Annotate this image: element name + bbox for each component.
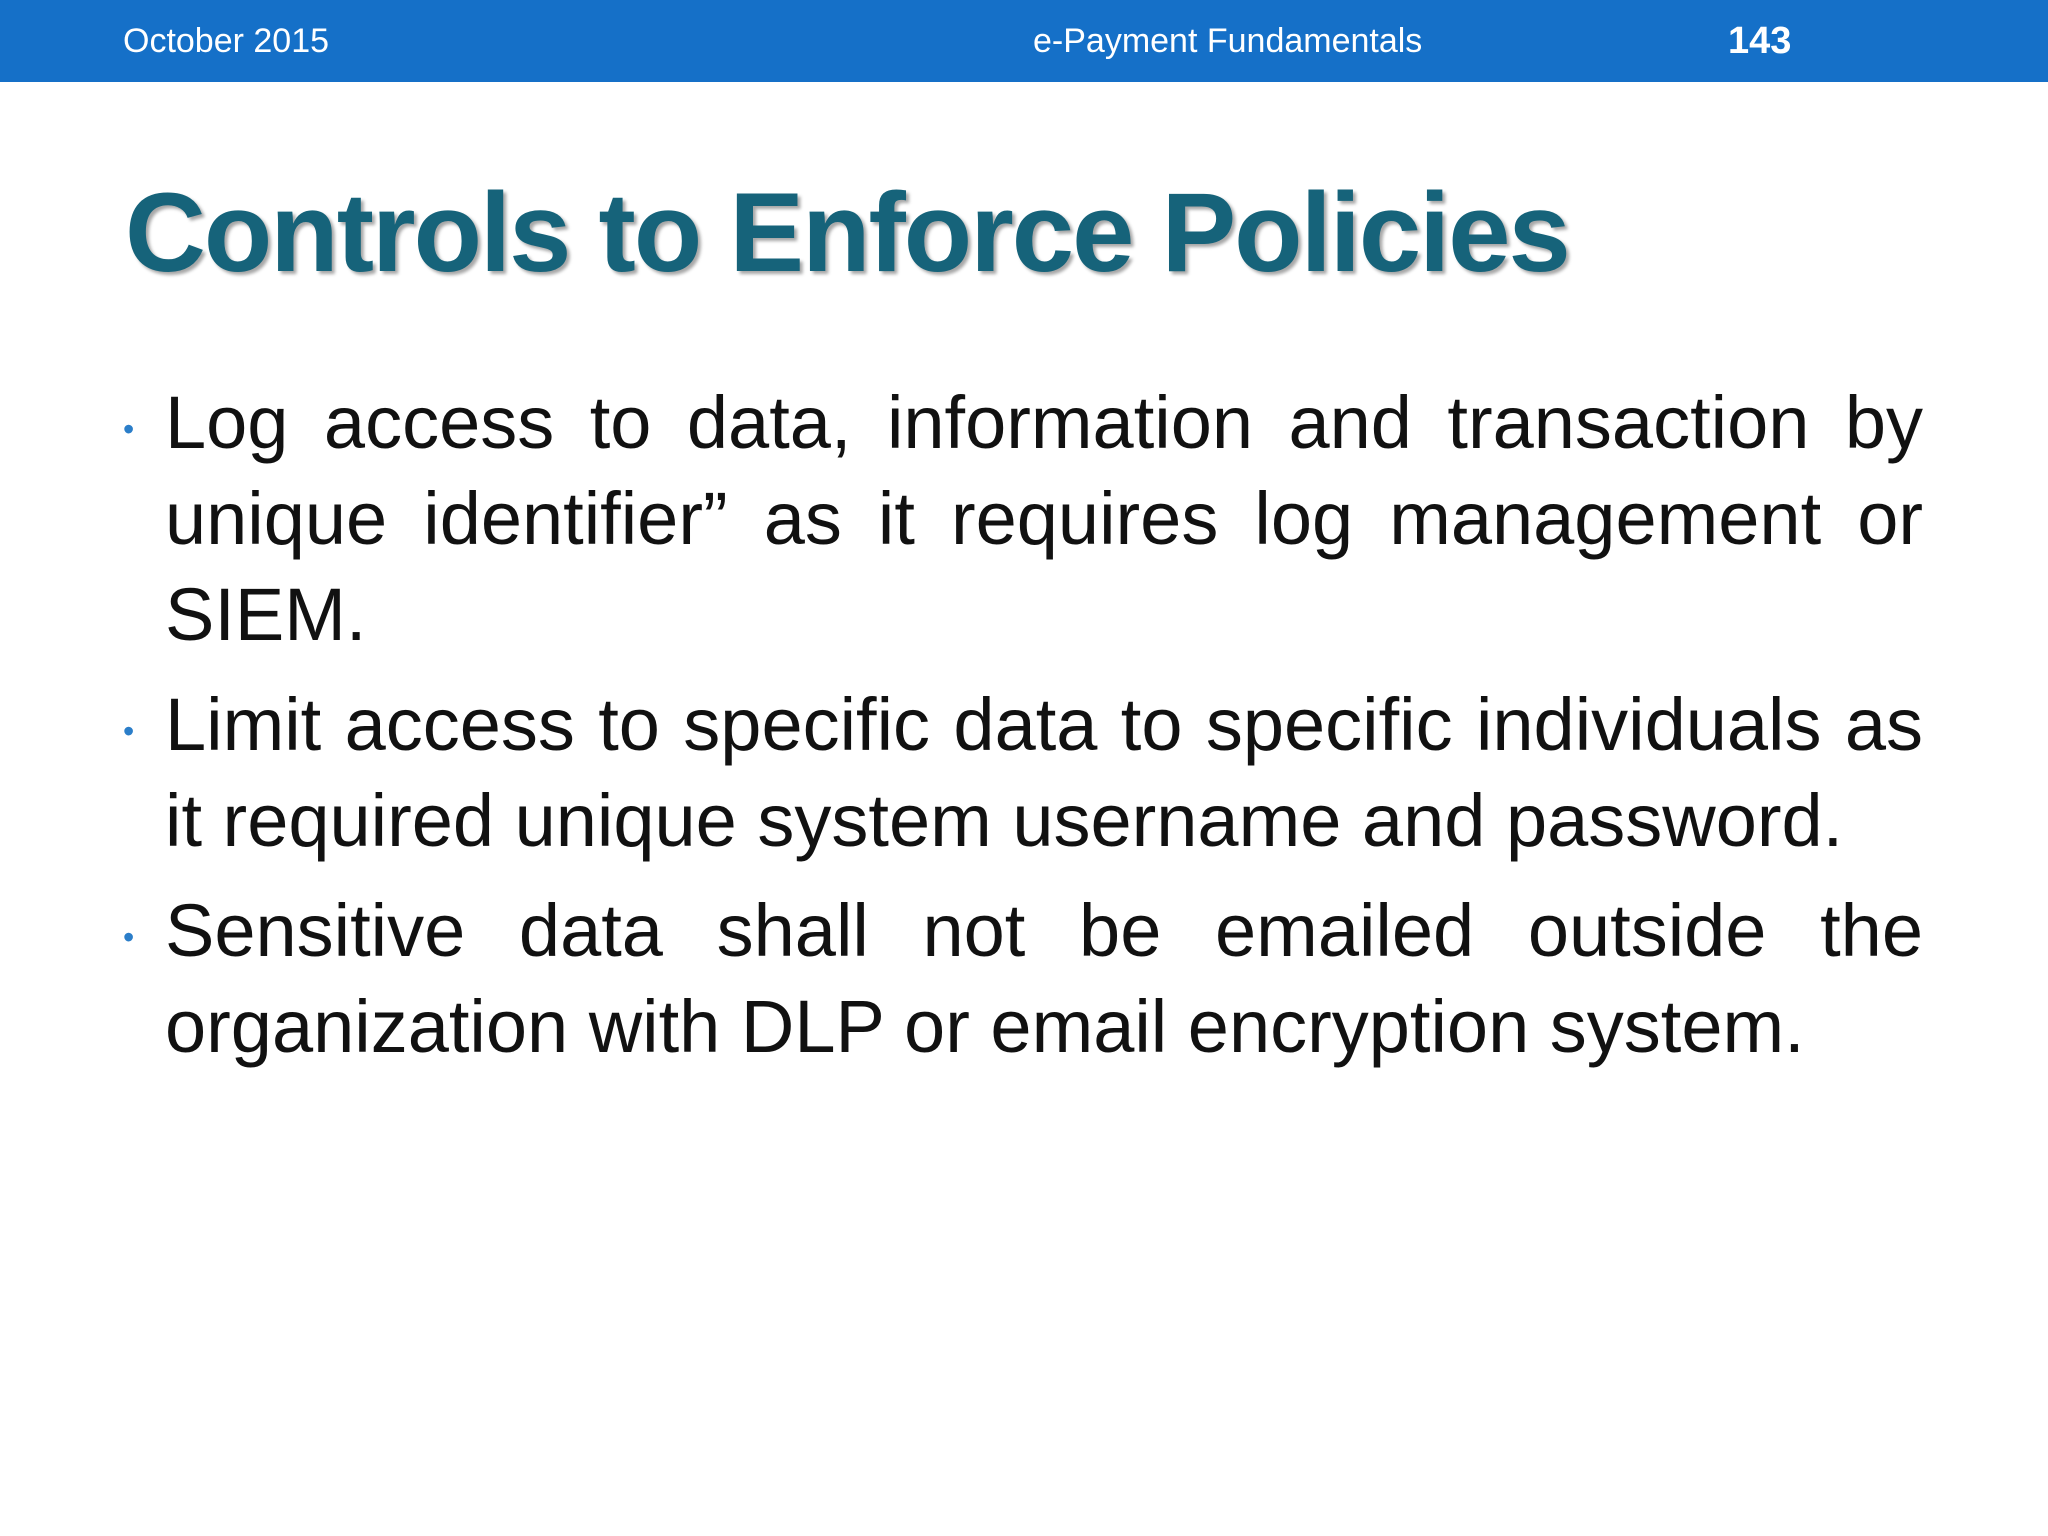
bullet-dot-icon: •: [123, 919, 135, 955]
bullet-list: [123, 375, 1923, 1089]
page-number: 143: [1728, 20, 1792, 62]
bullet-item: [123, 375, 1923, 663]
bullet-text: Limit access to specific data to specific individuals as it required unique system username and password.: [165, 683, 1923, 862]
bullet-item: [123, 883, 1923, 1075]
header-course-title: e-Payment Fundamentals: [1033, 22, 1423, 60]
header-bar: [0, 0, 2048, 82]
bullet-dot-icon: •: [123, 713, 135, 749]
bullet-text: Sensitive data shall not be emailed outside the organization with DLP or email encryption system.: [165, 889, 1923, 1068]
bullet-item: [123, 677, 1923, 869]
bullet-dot-icon: •: [123, 411, 135, 447]
header-date: October 2015: [123, 22, 330, 60]
bullet-text: Log access to data, information and transaction by unique identifier” as it requires log management or SIEM.: [165, 381, 1923, 656]
slide-title: Controls to Enforce Policies: [125, 170, 1569, 295]
